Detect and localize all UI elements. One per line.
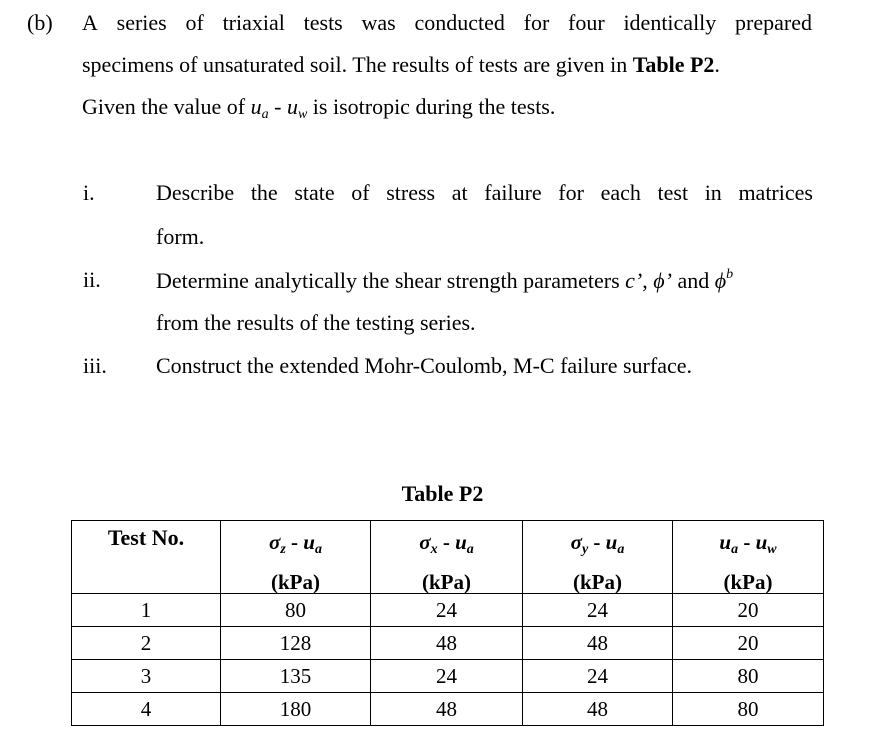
word: at [451,180,468,205]
item-ii-text: Determine analytically the shear strength parameters [156,268,626,293]
header-sigma-y [523,521,673,594]
table-cell: 48 [523,693,673,726]
phi-b-superscript: b [726,267,734,282]
word: state [294,180,335,205]
part-label: (b) [27,10,53,35]
header-sigma-x [371,521,523,594]
cohesion-symbol: c’ [625,268,643,293]
word: Describe [156,180,235,205]
table-row [72,627,824,660]
table-title: Table P2 [401,481,484,506]
word: identically [623,10,717,35]
and-text: and [671,268,715,293]
word: A [82,10,98,35]
separator: , [642,268,654,293]
friction-angle-symbol: ϕ’ [653,268,672,293]
table-row [72,660,824,693]
minus-sign: - [268,94,287,119]
header-sigma-x-unit: (kPa) [422,570,471,594]
table-row [72,693,824,726]
item-i-line-1 [156,180,813,206]
header-sigma-z-symbol: $\sigma_z - u_a$ [269,530,322,557]
table-cell: 2 [72,627,221,660]
table-cell: 24 [371,594,523,627]
word: of [351,180,370,205]
intro-line-2 [82,52,720,78]
table-cell: 3 [72,660,221,693]
intro-line-2-end: . [714,52,720,77]
word: each [600,180,641,205]
header-sigma-y-symbol: $\sigma_y - u_a$ [570,530,625,557]
item-iii-numeral: iii. [83,353,107,378]
word: conducted [414,10,505,35]
table-cell: 128 [221,627,371,660]
header-sigma-z [221,521,371,594]
word: failure [484,180,542,205]
table-cell: 20 [673,594,824,627]
item-ii-numeral: ii. [83,267,101,292]
header-suction-symbol: $u_a - u_w$ [719,530,777,557]
item-ii-line-1 [156,267,733,294]
table-cell: 135 [221,660,371,693]
pore-water-pressure-symbol: u [286,94,298,119]
table-cell: 24 [371,660,523,693]
header-sigma-z-unit: (kPa) [271,570,320,594]
word: triaxial [222,10,285,35]
word: stress [386,180,436,205]
header-suction [673,521,824,594]
table-cell: 20 [673,627,824,660]
item-iii-line-1: Construct the extended Mohr-Coulomb, M-C failure surface. [156,353,692,378]
intro-line-3 [82,94,555,123]
item-i-line-2: form. [156,224,205,249]
table-header-row [72,521,824,594]
pore-water-subscript: w [297,107,308,122]
table-cell: 48 [371,693,523,726]
word: series [116,10,167,35]
phi-b-symbol: ϕ [714,268,727,293]
word: of [185,10,204,35]
word: test [657,180,689,205]
word: in [704,180,722,205]
header-test-no: Test No. [72,521,221,594]
pore-air-pressure-symbol: u [250,94,262,119]
table-cell: 4 [72,693,221,726]
intro-line-1 [82,10,812,36]
table-cell: 24 [523,594,673,627]
word: prepared [735,10,812,35]
table-cell: 48 [371,627,523,660]
word: for [558,180,584,205]
table-cell: 24 [523,660,673,693]
item-i-numeral: i. [83,180,95,205]
word: the [250,180,278,205]
word: for [523,10,550,35]
table-cell: 180 [221,693,371,726]
header-sigma-y-unit: (kPa) [573,570,622,594]
word: four [568,10,605,35]
pore-air-subscript: a [261,107,269,122]
item-ii-line-2: from the results of the testing series. [156,310,476,335]
header-sigma-x-symbol: $\sigma_x - u_a$ [419,530,474,557]
intro-line-2-text: specimens of unsaturated soil. The results of tests are given in [82,52,633,77]
results-table [71,520,824,726]
table-cell: 80 [673,660,824,693]
table-row [72,594,824,627]
intro-line-3-text: Given the value of [82,94,251,119]
table-cell: 80 [673,693,824,726]
word: tests [303,10,343,35]
table-cell: 80 [221,594,371,627]
word: matrices [738,180,813,205]
word: was [361,10,396,35]
table-cell: 48 [523,627,673,660]
table-reference: Table P2 [632,52,715,77]
header-suction-unit: (kPa) [723,570,773,594]
intro-line-3-end: is isotropic during the tests. [307,94,556,119]
table-cell: 1 [72,594,221,627]
